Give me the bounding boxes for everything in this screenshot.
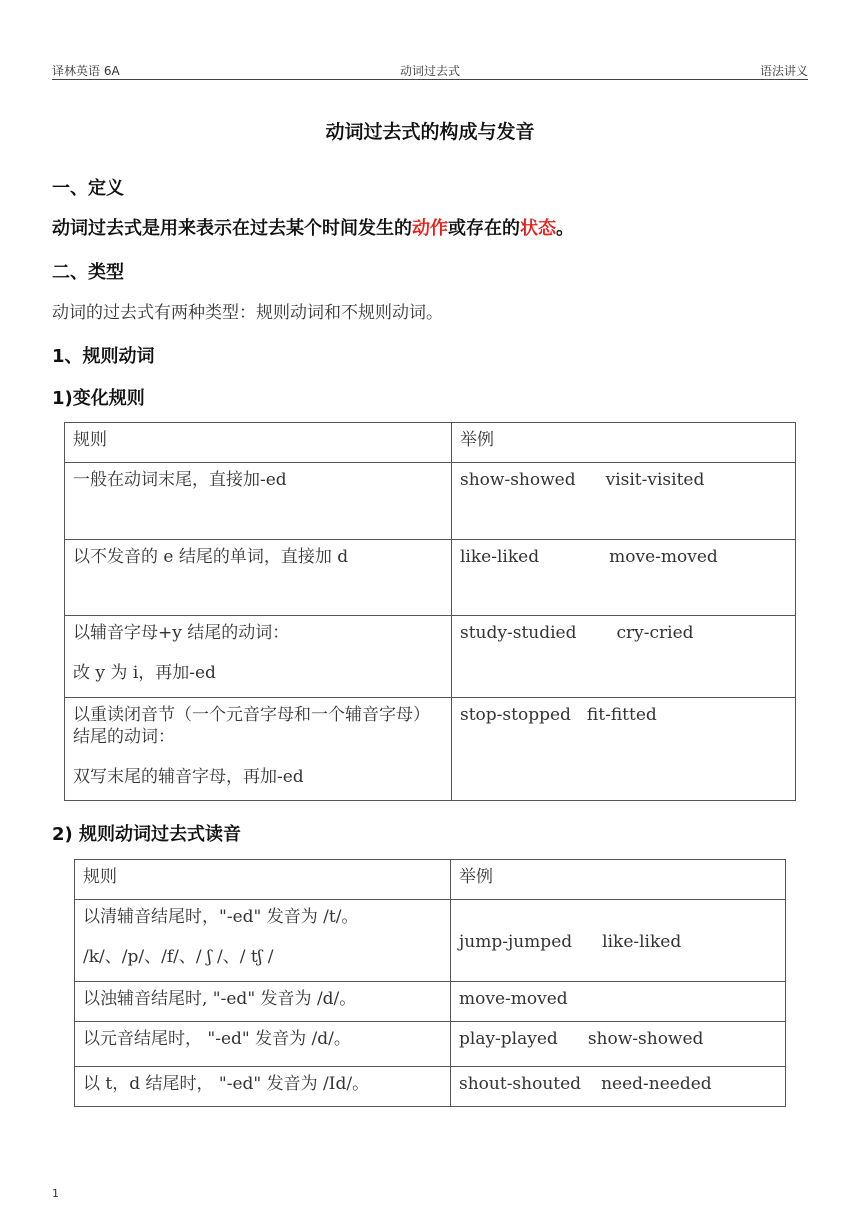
rule-cell: 以元音结尾时， "-ed" 发音为 /d/。 — [75, 1022, 451, 1067]
example-2: move-moved — [609, 547, 718, 567]
example-2: fit-fitted — [586, 705, 657, 725]
table-row — [75, 900, 786, 982]
example-cell — [451, 1067, 786, 1107]
example-cell — [451, 1022, 786, 1067]
header-divider — [52, 79, 808, 80]
rule-cell: 以浊辅音结尾时, "-ed" 发音为 /d/。 — [75, 982, 451, 1022]
definition-text — [52, 214, 574, 240]
example-1: like-liked — [460, 547, 540, 567]
example-2: cry-cried — [616, 623, 694, 643]
rule-cell — [65, 698, 452, 801]
table-row — [65, 616, 796, 698]
subheading-regular-verbs: 1、规则动词 — [52, 346, 155, 367]
example-2: visit-visited — [605, 470, 705, 490]
subheading-change-rules: 1)变化规则 — [52, 388, 145, 409]
table-row — [65, 698, 796, 801]
definition-part1: 动词过去式是用来表示在过去某个时间发生的 — [52, 218, 412, 239]
section-heading-definition: 一、定义 — [52, 178, 124, 199]
table-row — [75, 982, 786, 1022]
header-left: 译林英语 6A — [52, 64, 120, 78]
example-cell — [451, 982, 786, 1022]
rule-line-1: 以清辅音结尾时，"-ed" 发音为 /t/。 — [83, 907, 359, 927]
section-heading-types: 二、类型 — [52, 262, 124, 283]
table-row — [65, 540, 796, 616]
table-header-example: 举例 — [452, 423, 796, 463]
table-row — [75, 1022, 786, 1067]
example-1: show-showed — [460, 470, 576, 490]
table-header-row — [75, 860, 786, 900]
table-header-rule: 规则 — [75, 860, 451, 900]
header-right: 语法讲义 — [759, 64, 808, 78]
example-cell — [452, 698, 796, 801]
example-1: shout-shouted — [459, 1074, 582, 1094]
table-header-rule: 规则 — [65, 423, 452, 463]
example-cell — [451, 900, 786, 982]
rule-cell: 以不发音的 e 结尾的单词，直接加 d — [65, 540, 452, 616]
rule-cell — [65, 616, 452, 698]
page-number: 1 — [52, 1187, 59, 1200]
subheading-pronunciation: 2) 规则动词过去式读音 — [52, 824, 242, 845]
example-2: like-liked — [602, 931, 682, 952]
header-center: 动词过去式 — [399, 64, 460, 78]
example-1: jump-jumped — [459, 931, 573, 952]
example-cell — [452, 463, 796, 540]
example-cell — [452, 540, 796, 616]
definition-part3: 。 — [556, 218, 574, 239]
rule-line-2: 改 y 为 i，再加-ed — [73, 663, 216, 683]
example-2: show-showed — [587, 1029, 704, 1049]
table-header-example: 举例 — [451, 860, 786, 900]
page-title: 动词过去式的构成与发音 — [325, 121, 535, 143]
example-cell — [452, 616, 796, 698]
rule-cell: 一般在动词末尾，直接加-ed — [65, 463, 452, 540]
pronunciation-table — [74, 859, 786, 1107]
definition-highlight-state: 状态 — [520, 218, 556, 239]
example-1: move-moved — [459, 989, 568, 1009]
types-text: 动词的过去式有两种类型：规则动词和不规则动词。 — [52, 303, 443, 323]
table-row — [75, 1067, 786, 1107]
rule-line-2: /k/、/p/、/f/、/ ʃ /、/ tʃ / — [83, 947, 274, 967]
rule-line-2: 双写末尾的辅音字母，再加-ed — [73, 767, 304, 787]
definition-part2: 或存在的 — [448, 218, 520, 239]
example-1: stop-stopped — [460, 705, 571, 725]
example-1: play-played — [459, 1029, 558, 1049]
table-row — [65, 463, 796, 540]
definition-highlight-action: 动作 — [412, 218, 448, 239]
rule-line-1: 以重读闭音节（一个元音字母和一个辅音字母）结尾的动词： — [73, 705, 430, 747]
example-2: need-needed — [601, 1074, 712, 1094]
rule-cell: 以 t，d 结尾时， "-ed" 发音为 /Id/。 — [75, 1067, 451, 1107]
example-1: study-studied — [460, 623, 577, 643]
change-rules-table — [64, 422, 796, 801]
table-header-row — [65, 423, 796, 463]
rule-cell — [75, 900, 451, 982]
rule-line-1: 以辅音字母+y 结尾的动词： — [73, 623, 290, 643]
